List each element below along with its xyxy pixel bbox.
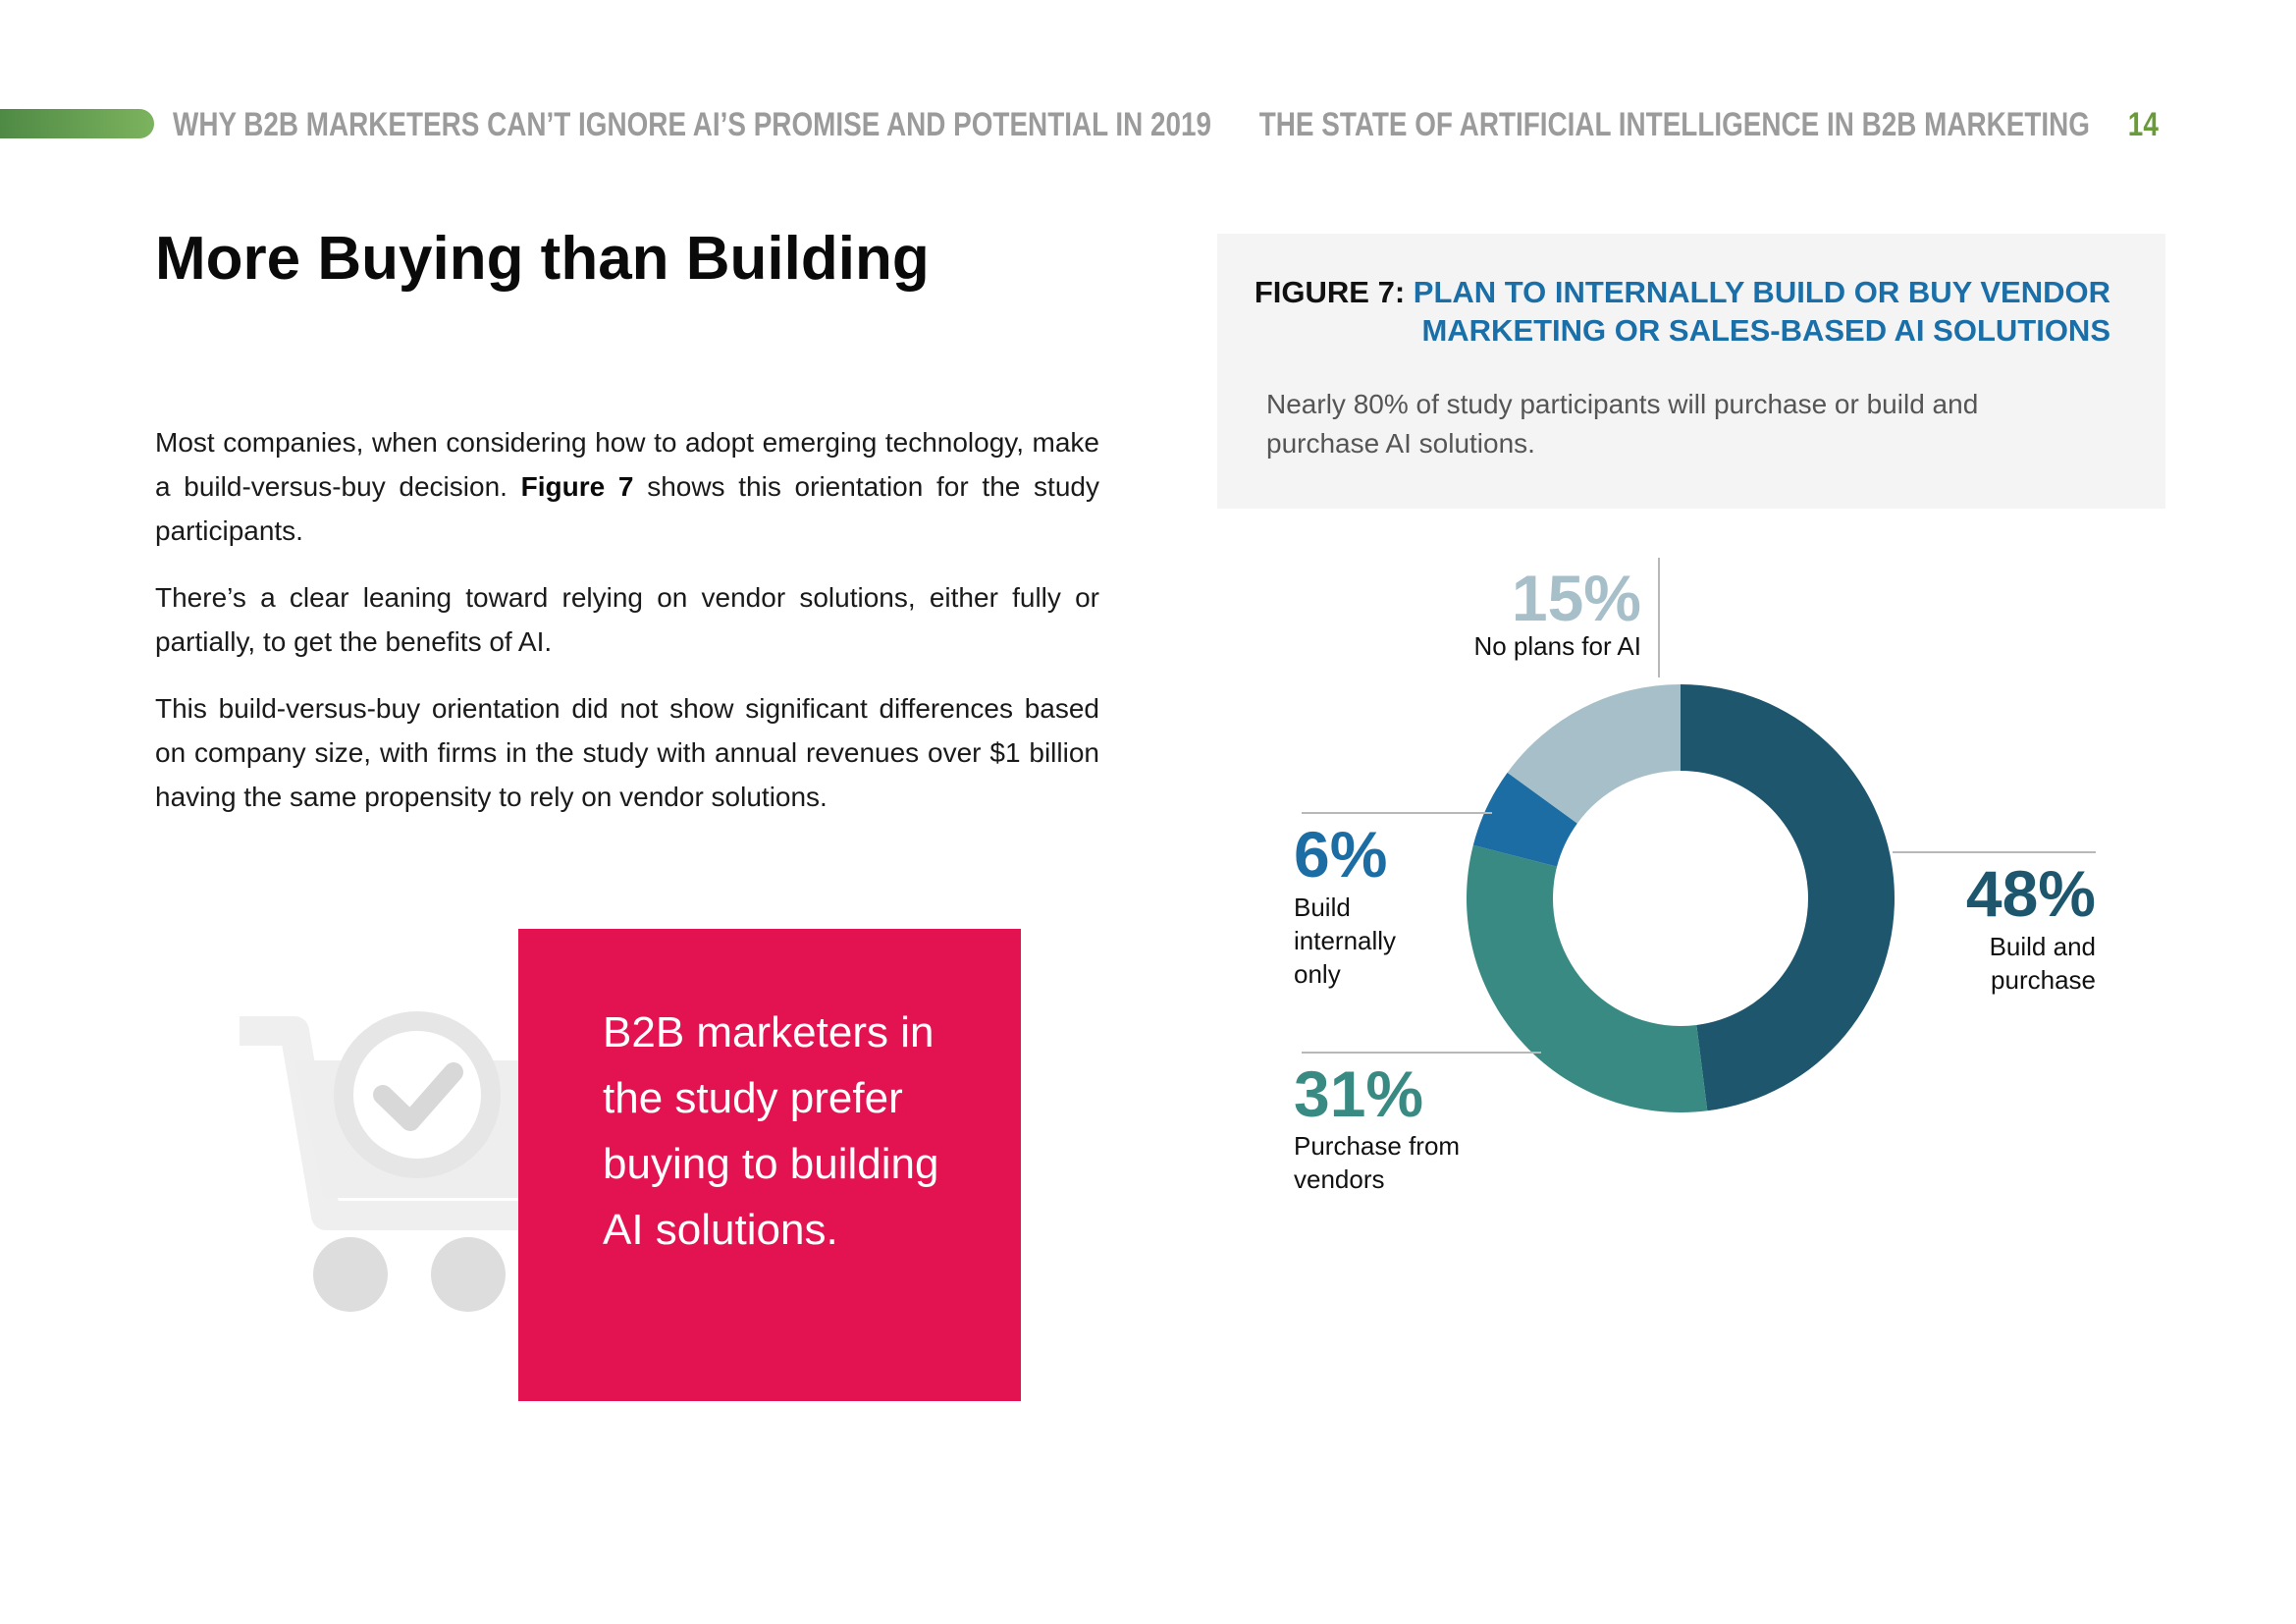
figure-label: FIGURE 7: (1254, 275, 1406, 309)
paragraph-1 (155, 420, 1099, 553)
data-label-build-internally: 6% (1294, 818, 1388, 891)
paragraph-1-end: shows this orientation for the study participants. (155, 471, 1099, 546)
slice-label-purchase-vendors-line2: vendors (1294, 1164, 1385, 1194)
figure-reference: Figure 7 (520, 471, 634, 502)
slice-label-build-internally-line2: internally (1294, 926, 1397, 955)
slice-label-build-internally-line1: Build (1294, 893, 1351, 922)
data-label-purchase-vendors: 31% (1294, 1057, 1424, 1130)
paragraph-1-start: Most companies, when considering how to adopt emerging technology, make a build-versus-buy decision. (155, 427, 1099, 502)
slice-label-build-and-purchase-line2: purchase (1991, 965, 2096, 995)
header-section-title: WHY B2B MARKETERS CAN’T IGNORE AI’S PROMISE AND POTENTIAL IN 2019 (173, 106, 1212, 143)
slice-label-build-internally-line3: only (1294, 959, 1341, 989)
header-accent-bar (0, 109, 154, 138)
callout-text: B2B marketers in the study prefer buying to building AI solutions. (603, 1008, 939, 1254)
header-report-title: THE STATE OF ARTIFICIAL INTELLIGENCE IN B2B MARKETING (1258, 106, 2090, 143)
callout-box (518, 929, 1021, 1401)
paragraph-3: This build-versus-buy orientation did not show significant differences based on company size, with firms in the study with annual revenues over $1 billion having the same propensity to rely on vendor solutions. (155, 693, 1099, 812)
slice-label-no-plans: No plans for AI (1473, 631, 1641, 661)
figure-title (1247, 273, 2110, 350)
paragraph-2: There’s a clear leaning toward relying on vendor solutions, either fully or partially, to get the benefits of AI. (155, 582, 1099, 657)
shopping-cart-icon (236, 1001, 560, 1326)
slice-label-build-and-purchase-line1: Build and (1989, 932, 2096, 961)
donut-slice-build-and-purchase (1681, 684, 1895, 1110)
figure-title-text: PLAN TO INTERNALLY BUILD OR BUY VENDOR MARKETING OR SALES-BASED AI SOLUTIONS (1413, 275, 2110, 348)
donut-chart (1276, 550, 2160, 1218)
slice-label-purchase-vendors-line1: Purchase from (1294, 1131, 1461, 1161)
page-number: 14 (2127, 106, 2159, 143)
data-label-no-plans: 15% (1511, 562, 1641, 634)
figure-header-box (1217, 234, 2165, 509)
page-title: More Buying than Building (155, 225, 930, 293)
data-label-build-and-purchase: 48% (1965, 857, 2096, 930)
figure-description: Nearly 80% of study participants will purchase or build and purchase AI solutions. (1266, 389, 1979, 459)
donut-slice-purchase-from-vendors (1467, 845, 1707, 1112)
body-text (155, 420, 1099, 841)
